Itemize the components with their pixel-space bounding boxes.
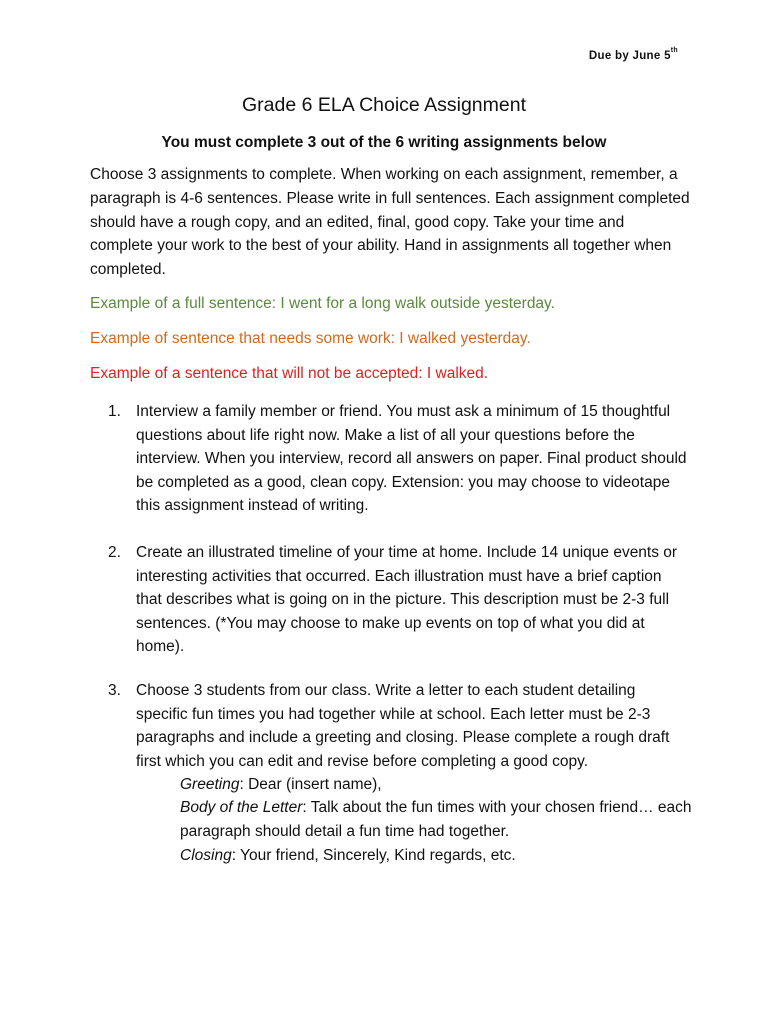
page-title: Grade 6 ELA Choice Assignment: [242, 94, 526, 116]
page-subtitle: You must complete 3 out of the 6 writing assignments below: [161, 134, 607, 151]
example-needs-work: Example of sentence that needs some work: I walked yesterday.: [90, 330, 531, 347]
assignment-item-3: [108, 679, 688, 773]
body-label: Body of the Letter: [180, 799, 303, 816]
letter-greeting: [180, 773, 700, 797]
closing-label: Closing: [180, 847, 232, 864]
greeting-text: : Dear (insert name),: [239, 776, 382, 793]
assignment-item-1: [108, 400, 688, 518]
due-date-text: Due by June 5: [588, 50, 671, 62]
assignment-text: Create an illustrated timeline of your time at home. Include 14 unique events or interesting activities that occurred. Each illustration must have a brief caption that describes what is going on in the picture. This description must be 2-3 full sentences. (*You may choose to make up events on top of what you did at home).: [136, 544, 678, 655]
assignment-item-2: [108, 541, 688, 659]
assignment-number: 2.: [108, 544, 121, 561]
letter-body: [180, 796, 700, 843]
closing-text: : Your friend, Sincerely, Kind regards, etc.: [231, 847, 516, 864]
greeting-label: Greeting: [180, 776, 240, 793]
example-not-accepted: Example of a sentence that will not be accepted: I walked.: [90, 365, 489, 382]
assignment-text: Choose 3 students from our class. Write a letter to each student detailing specific fun times you had together while at school. Each letter must be 2-3 paragraphs and include a greeting and closing. Please complete a rough draft first which you can edit and revise before completing a good copy.: [136, 682, 670, 770]
due-date: [588, 47, 678, 62]
intro-paragraph: Choose 3 assignments to complete. When working on each assignment, remember, a paragraph is 4-6 sentences. Please write in full sentences. Each assignment completed should have a rough copy, and an edited, final, good copy. Take your time and complete your work to the best of your ability. Hand in assignments all together when completed.: [90, 166, 690, 279]
example-full-sentence: Example of a full sentence: I went for a long walk outside yesterday.: [90, 295, 555, 312]
assignment-number: 1.: [108, 403, 121, 420]
assignment-text: Interview a family member or friend. You must ask a minimum of 15 thoughtful questions about life right now. Make a list of all your questions before the interview. When you interview, record all answers on paper. Final product should be completed as a good, clean copy. Extension: you may choose to videotape this assignment instead of writing.: [136, 403, 687, 514]
due-date-suffix: th: [670, 47, 678, 55]
letter-closing: [180, 844, 700, 868]
assignment-number: 3.: [108, 682, 121, 699]
body-text: : Talk about the fun times with your chosen friend… each paragraph should detail a fun time had together.: [180, 799, 692, 840]
